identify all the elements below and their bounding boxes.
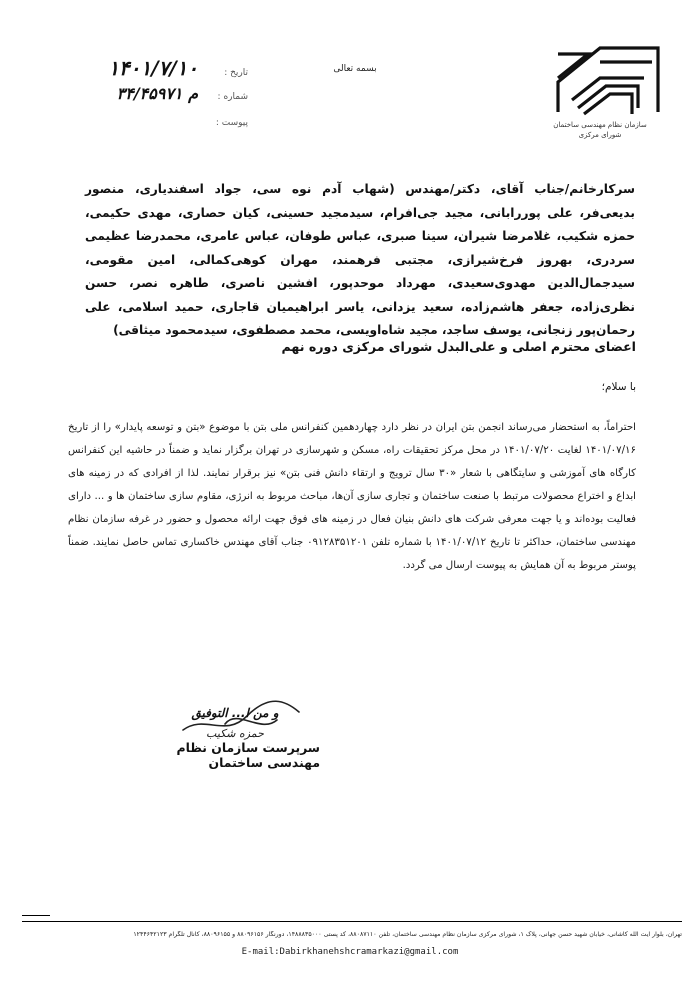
attachment-row [48,114,248,138]
footer-divider [22,921,682,922]
number-row [48,84,248,112]
footer-divider-short [22,915,50,916]
date-label: تاریخ : [224,68,248,78]
signer-name: حمزه شکیب [206,727,264,740]
signer-title: سرپرست سازمان نظام مهندسی ساختمان [176,740,320,770]
closing-phrase: و من ا... التوفیق [191,706,279,720]
attachment-label: پیوست : [215,118,248,128]
number-value: ۳۴/۴۵۹۷۱ م [116,84,198,103]
number-label: شماره : [217,92,248,102]
date-value: ۱۴۰۱/۷/۱۰ [108,56,198,80]
recipients-list: سرکارخانم/جناب آقای، دکتر/مهندس (شهاب آدم نوه سی، جواد اسفندیاری، منصور بدیعی‌فر، علی پوررابانی، مجید جی‌افرام، سیدمجید حسینی، کیان حصاری، مهدی حکیمی، حمزه شکیب، غلامرضا شیران، سینا صبری، عباس طوفان، عباس عامری، محمدرضا عظیمی سردری، بهروز فرخ‌شیرازی، مجتبی فرهمند، مهران کوهی‌کمالی، امین مقومی، سیدجمال‌الدین مهدوی‌سعیدی، مهرداد موحدپور، افشین ناصری، طاهره نصر، حسن نظری‌زاده، جعفر هاشم‌زاده، سعید یزدانی، یاسر ابراهیمیان قاجاری، حمید اسلامی، علی رحمان‌پور زنجانی، یوسف ساجد، مجید شاه‌اویسی، محمد مصطفوی، سیدمحمود میثاقی) [85,182,635,337]
logo-caption: سازمان نظام مهندسی ساختمان شورای مرکزی [553,121,647,139]
greeting: با سلام؛ [601,381,636,393]
footer-address: تهران، بلوار آیت الله کاشانی، خیابان شهید حسن جهانی، پلاک ۱، شورای مرکزی سازمان نظام مهندسی ساختمان، تلفن ۸۸۰۸۷۱۱۰، کد پستی ۱۴۸۸۸۳۵۰۰۰، دورنگار ۸۸۰۹۶۱۵۶ و ۸۸۰۹۶۱۵۵، کانال تلگرام ۱۲۴۴۶۴۲۱۲۳ [133,931,682,938]
footer-email: E-mail:Dabirkhanehshcramarkazi@gmail.com [241,947,459,957]
letter-body: احتراماً، به استحضار می‌رساند انجمن بتن ایران در نظر دارد چهاردهمین کنفرانس ملی بتن با موضوع «بتن و توسعه پایدار» را از تاریخ ۱۴۰۱/۰۷/۱۶ لغایت ۱۴۰۱/۰۷/۲۰ در محل مرکز تحقیقات راه، مسکن و شهرسازی در تهران برگزار نماید و ضمناً در حاشیه این کنفرانس کارگاه های آموزشی و سایتگاهی با شعار «۳۰ سال ترویج و ارتقاء دانش فنی بتن» نیز برقرار نمایند. لذا از افرادی که در زمینه های ابداع و اختراع محصولات مرتبط با صنعت ساختمان و تجاری سازی آن‌ها، مباحث مربوط به انرژی، مقاوم سازی ساختمان ها و ... دارای فعالیت بوده‌اند و یا جهت معرفی شرکت های دانش بنیان فعال در زمینه های فوق جهت ارائه محصول و حضور در غرفه سازمان نظام مهندسی ساختمان، حداکثر تا تاریخ ۱۴۰۱/۰۷/۱۲ با شماره تلفن ۰۹۱۲۸۳۵۱۲۰۱ جناب آقای مهندس خاکساری تماس حاصل نمایند. ضمناً پوستر مربوط به آن همایش به پیوست ارسال می گردد. [68,422,636,571]
date-row [48,56,248,86]
letter-subject: اعضای محترم اصلی و علی‌البدل شورای مرکزی دوره نهم [281,339,636,354]
basmala: بسمه تعالی [333,64,377,74]
